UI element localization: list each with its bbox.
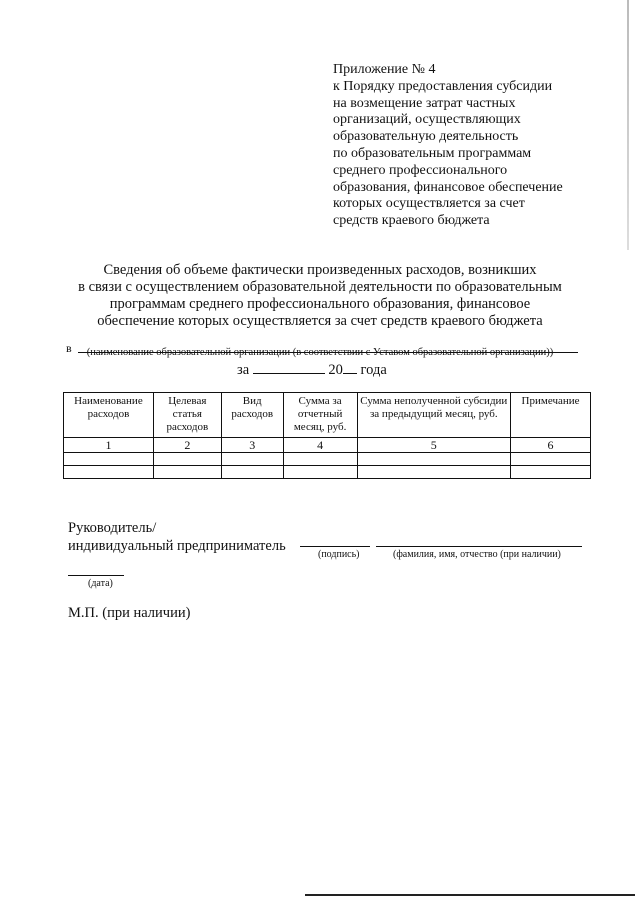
title-line: обеспечение которых осуществляется за счет средств краевого бюджета	[97, 313, 543, 329]
appendix-line: по образовательным программам	[333, 145, 532, 161]
table-cell	[283, 453, 357, 466]
stamp-place: М.П. (при наличии)	[68, 605, 191, 621]
header-note: Примечание	[511, 393, 591, 438]
appendix-line: среднего профессионального	[333, 162, 508, 178]
appendix-line: средств краевого бюджета	[333, 213, 490, 229]
header-unreceived-subsidy: Сумма неполученной субсидии за предыдущий месяц, руб.	[357, 393, 511, 438]
table-number-row	[64, 438, 591, 453]
period-for-label: за	[237, 362, 250, 378]
document-title	[40, 262, 600, 330]
appendix-line: организаций, осуществляющих	[333, 112, 521, 128]
expenses-table	[63, 392, 591, 479]
title-line: Сведения об объеме фактически произведенных расходов, возникших	[103, 262, 537, 278]
table-cell	[153, 466, 221, 479]
table-cell	[64, 466, 154, 479]
table-cell	[511, 453, 591, 466]
table-cell	[221, 466, 283, 479]
fio-caption: (фамилия, имя, отчество (при наличии)	[393, 549, 561, 560]
table-cell	[357, 453, 511, 466]
period-year-suffix: года	[360, 362, 387, 378]
period-year-prefix: 20	[328, 362, 343, 378]
appendix-line: к Порядку предоставления субсидии	[333, 78, 553, 94]
column-number: 2	[153, 438, 221, 453]
date-caption: (дата)	[88, 578, 113, 589]
column-number: 6	[511, 438, 591, 453]
appendix-block	[333, 62, 633, 230]
column-number: 5	[357, 438, 511, 453]
title-line: программам среднего профессионального образования, финансовое	[109, 296, 531, 312]
appendix-line: Приложение № 4	[333, 62, 436, 77]
header-expense-type: Вид расходов	[221, 393, 283, 438]
period-year-blank	[343, 360, 357, 374]
appendix-line: на возмещение затрат частных	[333, 95, 516, 111]
table-cell	[357, 466, 511, 479]
signature-role-line1: Руководитель/	[68, 520, 157, 536]
signature-block	[68, 519, 286, 555]
appendix-line: образовательную деятельность	[333, 129, 519, 145]
table-cell	[511, 466, 591, 479]
table-row	[64, 453, 591, 466]
table-cell	[221, 453, 283, 466]
appendix-line: образования, финансовое обеспечение	[333, 179, 563, 195]
table-row	[64, 466, 591, 479]
period-month-blank	[253, 360, 325, 374]
column-number: 1	[64, 438, 154, 453]
date-line	[68, 575, 124, 576]
header-month-sum: Сумма за отчетный месяц, руб.	[283, 393, 357, 438]
report-period	[237, 360, 387, 379]
signature-role-line2: индивидуальный предприниматель	[68, 538, 286, 554]
table-header-row	[64, 393, 591, 438]
header-target-article: Целевая статья расходов	[153, 393, 221, 438]
header-expense-name: Наименование расходов	[64, 393, 154, 438]
title-line: в связи с осуществлением образовательной деятельности по образовательным	[78, 279, 562, 295]
signature-caption: (подпись)	[318, 549, 360, 560]
page-bottom-rule	[305, 894, 635, 896]
signature-line	[300, 546, 370, 547]
fio-line	[376, 546, 582, 547]
column-number: 3	[221, 438, 283, 453]
org-name-caption: (наименование образовательной организации (в соответствии с Уставом образовательной организации))	[86, 347, 554, 358]
org-prefix: в	[66, 341, 72, 355]
table-cell	[283, 466, 357, 479]
column-number: 4	[283, 438, 357, 453]
table-cell	[153, 453, 221, 466]
appendix-line: которых осуществляется за счет	[333, 196, 525, 212]
table-cell	[64, 453, 154, 466]
